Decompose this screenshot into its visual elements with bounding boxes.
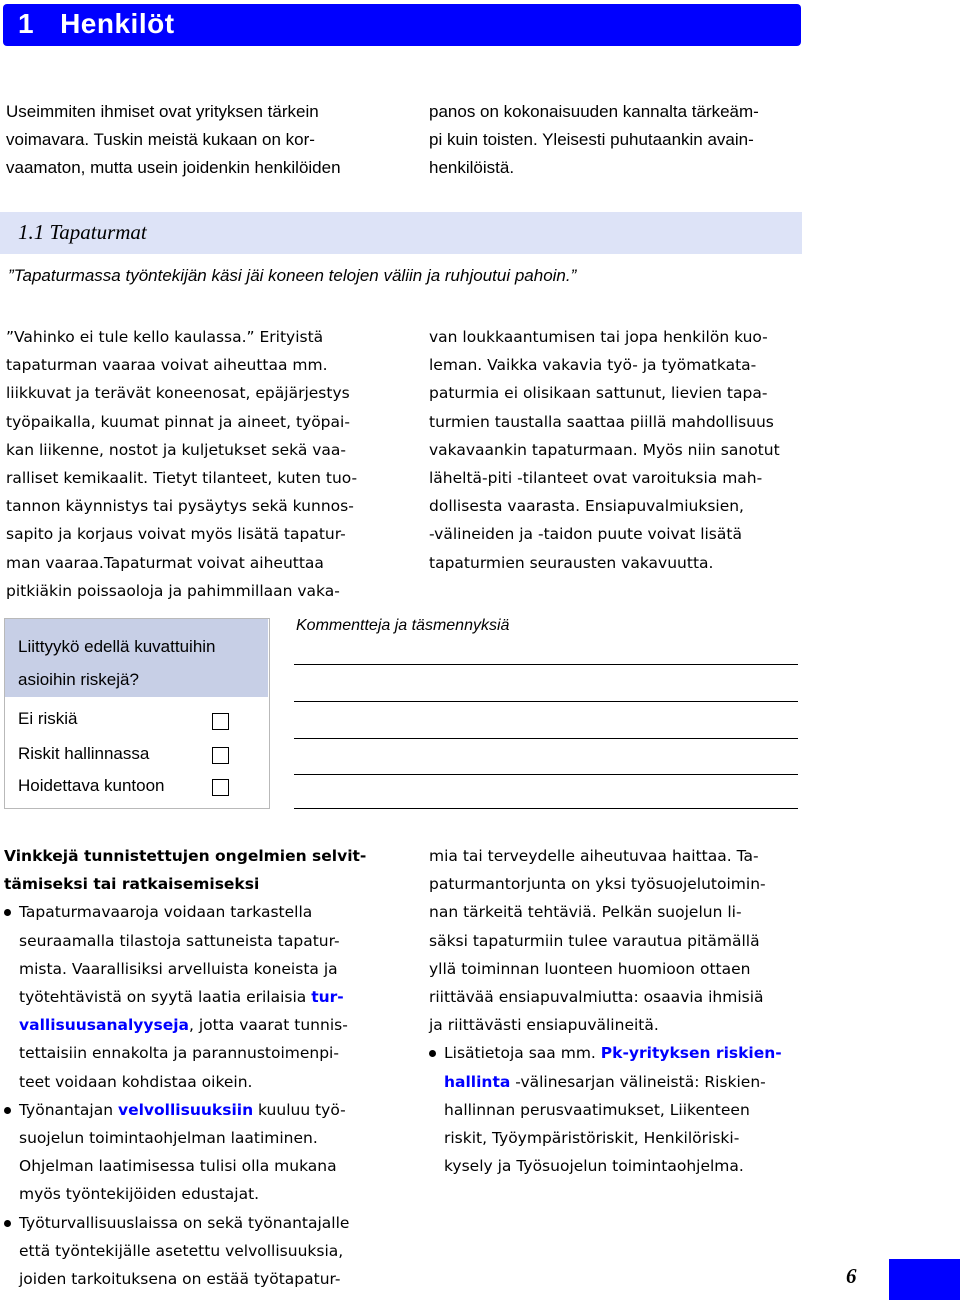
- section-title: [18, 220, 147, 245]
- risk-question-line: Liittyykö edellä kuvattuihin: [18, 637, 216, 656]
- body-line: van loukkaantumisen tai jopa henkilön kuo-: [429, 328, 768, 346]
- body-line: dollisesta vaarasta. Ensiapuvalmiuksien,: [429, 497, 744, 516]
- chapter-title-text: Henkilöt: [60, 8, 175, 39]
- bullet-icon: [429, 1050, 436, 1057]
- comment-line-4[interactable]: [294, 774, 798, 775]
- tips-heading: [4, 842, 374, 898]
- tips-column-1: [4, 842, 374, 1293]
- intro-line: voimavara. Tuskin meistä kukaan on kor-: [6, 130, 315, 149]
- tip-line: ja riittävästi ensiapuvälineitä.: [429, 1016, 659, 1035]
- body-line: paturmia ei olisikaan sattunut, lievien tapa-: [429, 384, 768, 403]
- tip-line: tettaisiin ennakolta ja parannustoimenpi-: [19, 1044, 339, 1063]
- body-line: työpaikalla, kuumat pinnat ja aineet, työpai-: [6, 412, 350, 431]
- incident-quote: ”Tapaturmassa työntekijän käsi jäi koneen telojen väliin ja ruhjoutui pahoin.”: [8, 266, 577, 285]
- tip-text: Työnantajan: [19, 1100, 118, 1119]
- tip-line: [444, 1039, 809, 1067]
- body-line: -välineiden ja -taidon puute voivat lisätä: [429, 525, 742, 544]
- bullet-icon: [4, 909, 11, 916]
- tip-line: kysely ja Työsuojelun toimintaohjelma.: [444, 1157, 744, 1176]
- tip-bullet-safety-law: [4, 1209, 374, 1294]
- body-line: sapito ja korjaus voivat myös lisätä tapatur-: [6, 525, 346, 544]
- tip-line: [19, 1011, 374, 1039]
- tip-line: suojelun toimintaohjelman laatiminen.: [19, 1129, 318, 1148]
- tip-text: , jotta vaarat tunnis-: [189, 1016, 348, 1035]
- body-line: ”Vahinko ei tule kello kaulassa.” Erityistä: [6, 328, 324, 346]
- tip-bullet-more-info: [429, 1039, 809, 1180]
- body-line: man vaaraa.Tapaturmat voivat aiheuttaa: [6, 553, 324, 572]
- body-line: liikkuvat ja terävät koneenosat, epäjärjestys: [6, 384, 350, 403]
- tip-line: hallinnan perusvaatimukset, Liikenteen: [444, 1100, 750, 1119]
- bullet-icon: [4, 1107, 11, 1114]
- tip-line: mista. Vaarallisiksi arvelluista koneista ja: [19, 959, 338, 978]
- tip-line: yllä toiminnan luonteen huomioon ottaen: [429, 959, 751, 978]
- tips-heading-line: tämiseksi tai ratkaisemiseksi: [4, 875, 260, 894]
- risk-option-label-controlled: Riskit hallinnassa: [18, 744, 150, 763]
- tip-line: riittävää ensiapuvalmiutta: osaavia ihmisiä: [429, 988, 764, 1007]
- tip-text: Lisätietoja saa mm.: [444, 1044, 601, 1063]
- risk-question: [18, 630, 268, 696]
- tip-line: [444, 1068, 809, 1096]
- risk-management-link[interactable]: Pk-yrityksen riskien-: [600, 1044, 782, 1063]
- tip-line: [19, 1096, 374, 1124]
- chapter-number: 1: [18, 8, 35, 39]
- body-column-2: [429, 323, 814, 577]
- body-line: tapaturmien seurausten vakavuutta.: [429, 553, 714, 572]
- body-line: tapaturman vaaraa voivat aiheuttaa mm.: [6, 356, 328, 375]
- page-footer-block: [889, 1259, 960, 1300]
- tip-line: seuraamalla tilastoja sattuneista tapatur-: [19, 931, 340, 950]
- tip-line: paturmantorjunta on yksi työsuojelutoimin-: [429, 875, 766, 894]
- checkbox-no-risk[interactable]: [212, 713, 229, 730]
- body-column-1: [6, 323, 386, 605]
- tip-text: kuuluu työ-: [253, 1100, 346, 1119]
- body-line: vakavaankin tapaturmaan. Myös niin sanotut: [429, 440, 780, 459]
- intro-line: panos on kokonaisuuden kannalta tärkeäm-: [429, 102, 759, 121]
- intro-column-2: [429, 98, 809, 182]
- body-line: leman. Vaikka vakavia työ- ja työmatkata-: [429, 356, 757, 375]
- intro-column-1: [6, 98, 406, 182]
- obligations-link[interactable]: velvollisuuksiin: [118, 1100, 254, 1119]
- tip-line: Ohjelman laatimisessa tulisi olla mukana: [19, 1157, 337, 1176]
- intro-line: vaamaton, mutta usein joidenkin henkilöiden: [6, 158, 341, 177]
- tip-line: mia tai terveydelle aiheutuvaa haittaa. Ta-: [429, 847, 759, 865]
- tip-text: -välinesarjan välineistä: Riskien-: [510, 1072, 766, 1091]
- body-line: tannon käynnistys tai pysäytys sekä kunnos-: [6, 497, 354, 516]
- tip-text: työtehtävistä on syytä laatia erilaisia: [19, 988, 312, 1007]
- tip-line: riskit, Työympäristöriskit, Henkilöriski-: [444, 1129, 740, 1148]
- intro-line: pi kuin toisten. Yleisesti puhutaankin avain-: [429, 130, 754, 149]
- intro-line: henkilöistä.: [429, 158, 515, 177]
- section-number: 1.1: [18, 220, 45, 244]
- body-line: läheltä-piti -tilanteet ovat varoituksia mah-: [429, 469, 763, 488]
- tip-line: myös työntekijöiden edustajat.: [19, 1185, 260, 1204]
- safety-analysis-link[interactable]: vallisuusanalyyseja: [19, 1016, 190, 1035]
- comment-line-3[interactable]: [294, 738, 798, 739]
- risk-management-link[interactable]: hallinta: [444, 1072, 511, 1091]
- risk-option-label-to-fix: Hoidettava kuntoon: [18, 776, 165, 795]
- tips-column-2: [429, 842, 809, 1180]
- chapter-title: [18, 8, 175, 40]
- body-line: pitkiäkin poissaoloja ja pahimmillaan vaka-: [6, 581, 340, 600]
- safety-analysis-link[interactable]: tur-: [311, 988, 344, 1007]
- bullet-icon: [4, 1220, 11, 1227]
- tip-line: Tapaturmavaaroja voidaan tarkastella: [19, 903, 313, 922]
- tip-line: joiden tarkoituksena on estää työtapatur-: [19, 1270, 341, 1289]
- comment-line-1[interactable]: [294, 664, 798, 665]
- section-title-text: Tapaturmat: [49, 220, 147, 244]
- tip-line: Työturvallisuuslaissa on sekä työnantajalle: [19, 1213, 350, 1232]
- risk-option-label-no-risk: Ei riskiä: [18, 709, 78, 728]
- tip-line: teet voidaan kohdistaa oikein.: [19, 1072, 253, 1091]
- tip-bullet-analysis: [4, 898, 374, 1095]
- page-number: 6: [846, 1264, 857, 1288]
- tip-line: säksi tapaturmiin tulee varautua pitämällä: [429, 931, 760, 950]
- intro-line: Useimmiten ihmiset ovat yrityksen tärkein: [6, 102, 319, 121]
- tip-bullet-employer-duties: [4, 1096, 374, 1209]
- checkbox-to-fix[interactable]: [212, 779, 229, 796]
- comment-line-5[interactable]: [294, 808, 798, 809]
- risk-question-line: asioihin riskejä?: [18, 670, 139, 689]
- tip-line: nan tärkeitä tehtäviä. Pelkän suojelun li-: [429, 903, 742, 922]
- checkbox-risks-controlled[interactable]: [212, 747, 229, 764]
- tip-line: että työntekijälle asetettu velvollisuuksia,: [19, 1241, 344, 1260]
- body-line: turmien taustalla saattaa piillä mahdollisuus: [429, 412, 774, 431]
- body-line: kan liikenne, nostot ja kuljetukset sekä vaa-: [6, 440, 347, 459]
- tips-heading-line: Vinkkejä tunnistettujen ongelmien selvit-: [4, 847, 367, 865]
- tip-line: [19, 983, 374, 1011]
- comments-label: Kommentteja ja täsmennyksiä: [296, 617, 510, 634]
- comment-line-2[interactable]: [294, 701, 798, 702]
- body-line: ralliset kemikaalit. Tietyt tilanteet, kuten tuo-: [6, 469, 358, 488]
